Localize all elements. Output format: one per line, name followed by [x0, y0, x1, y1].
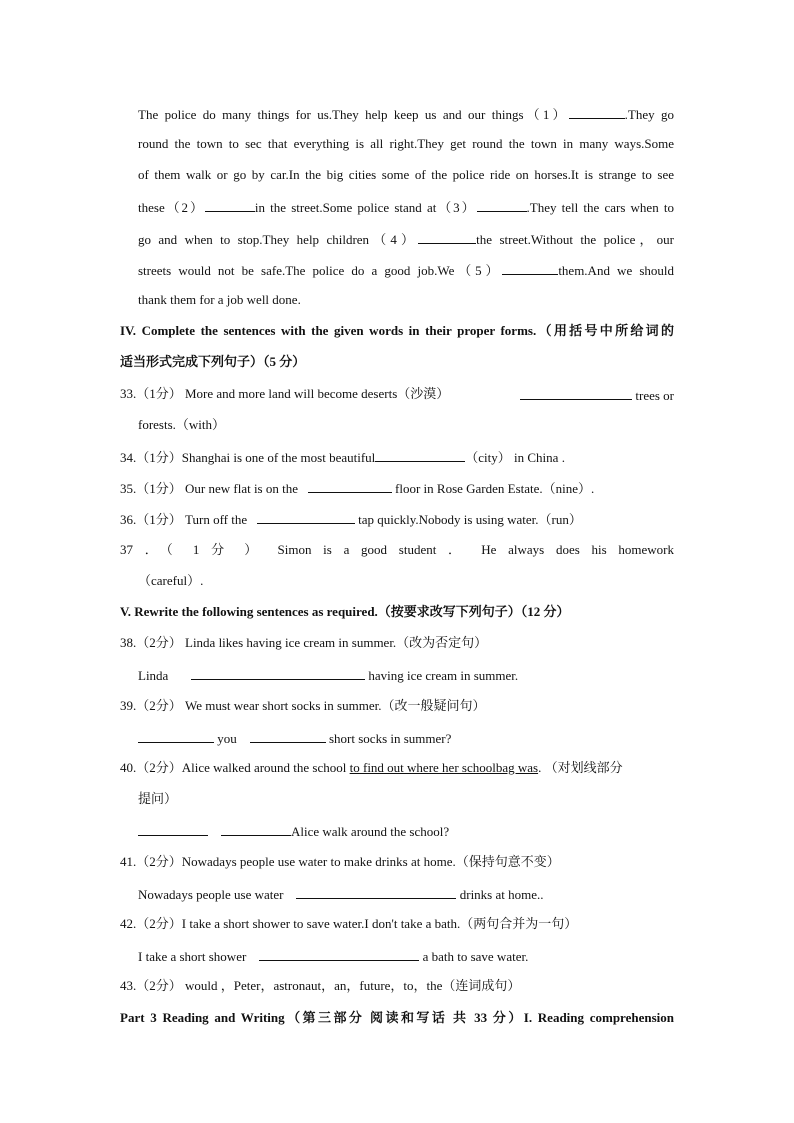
q42-blank[interactable] [259, 946, 419, 961]
q34: 34.（1分）Shanghai is one of the most beautiful （city） in China . [120, 447, 565, 467]
section-5-heading: V. Rewrite the following sentences as required.（按要求改写下列句子）（12 分） [120, 604, 570, 619]
q37-cont: （careful）. [138, 573, 204, 588]
q39-blank-2[interactable] [250, 728, 326, 743]
q33-cont: forests.（with） [138, 417, 226, 432]
q41: 41.（2分）Nowadays people use water to make drinks at home.（保持句意不变） [120, 854, 560, 869]
q34-blank[interactable] [375, 447, 465, 462]
q36: 36.（1分） Turn off the tap quickly.Nobody is using water.（run） [120, 509, 582, 529]
q40: 40.（2分）Alice walked around the school to find out where her schoolbag was. （对划线部分 [120, 760, 623, 775]
blank-3[interactable] [477, 197, 527, 212]
q35-blank[interactable] [308, 478, 392, 493]
q39: 39.（2分） We must wear short socks in summer.（改一般疑问句） [120, 698, 486, 713]
q40-answer-line: Alice walk around the school? [138, 821, 449, 841]
q42: 42.（2分）I take a short shower to save water.I don't take a bath.（两句合并为一句） [120, 916, 578, 931]
q41-blank[interactable] [296, 884, 456, 899]
q40-blank-1[interactable] [138, 821, 208, 836]
passage-line-4: these（2） in the street.Some police stand at（3） .They tell the cars when to [138, 197, 674, 217]
passage-line-6: streets would not be safe.The police do a good job.We（5） them.And we should [138, 260, 674, 280]
blank-1[interactable] [569, 104, 625, 119]
q43: 43.（2分） would ，Peter，astronaut，an，future，to，the（连词成句） [120, 978, 521, 993]
passage-line-1: The police do many things for us.They help keep us and our things（1） .They go [138, 104, 674, 124]
q39-answer-line: you short socks in summer? [138, 728, 451, 748]
passage-line-3: of them walk or go by car.In the big cities some of the police ride on horses.It is strange to see [138, 167, 674, 182]
q33-blank[interactable] [520, 385, 632, 400]
section-4-heading: IV. Complete the sentences with the given words in their proper forms.（用括号中所给词的 [120, 323, 674, 338]
blank-4[interactable] [418, 229, 476, 244]
q33: 33.（1分） More and more land will become deserts（沙漠） trees or [120, 386, 674, 403]
q36-blank[interactable] [257, 509, 355, 524]
passage-line-7: thank them for a job well done. [138, 292, 301, 307]
part-3-heading: Part 3 Reading and Writing（第三部分 阅读和写话 共 33 分）I. Reading comprehension [120, 1010, 674, 1025]
q40-blank-2[interactable] [221, 821, 291, 836]
q37: 37 ．（ 1 分 ） Simon is a good student ． He always does his homework [120, 542, 674, 557]
q38-answer-line: Linda having ice cream in summer. [138, 665, 518, 685]
q35: 35.（1分） Our new flat is on the floor in Rose Garden Estate.（nine）. [120, 478, 594, 498]
q42-answer-line: I take a short shower a bath to save water. [138, 946, 528, 966]
q38: 38.（2分） Linda likes having ice cream in summer.（改为否定句） [120, 635, 488, 650]
q40-underlined-part: to find out where her schoolbag was [349, 760, 539, 775]
q41-answer-line: Nowadays people use water drinks at home.. [138, 884, 544, 904]
blank-5[interactable] [502, 260, 558, 275]
q39-blank-1[interactable] [138, 728, 214, 743]
passage-line-2: round the town to sec that everything is all right.They get round the town in many ways.Some [138, 136, 674, 151]
q38-blank[interactable] [191, 665, 365, 680]
section-4-heading-cont: 适当形式完成下列句子）（5 分） [120, 354, 306, 369]
blank-2[interactable] [205, 197, 255, 212]
passage-line-5: go and when to stop.They help children（4） the street.Without the police，our [138, 229, 674, 249]
q40-cont: 提问） [138, 791, 178, 806]
